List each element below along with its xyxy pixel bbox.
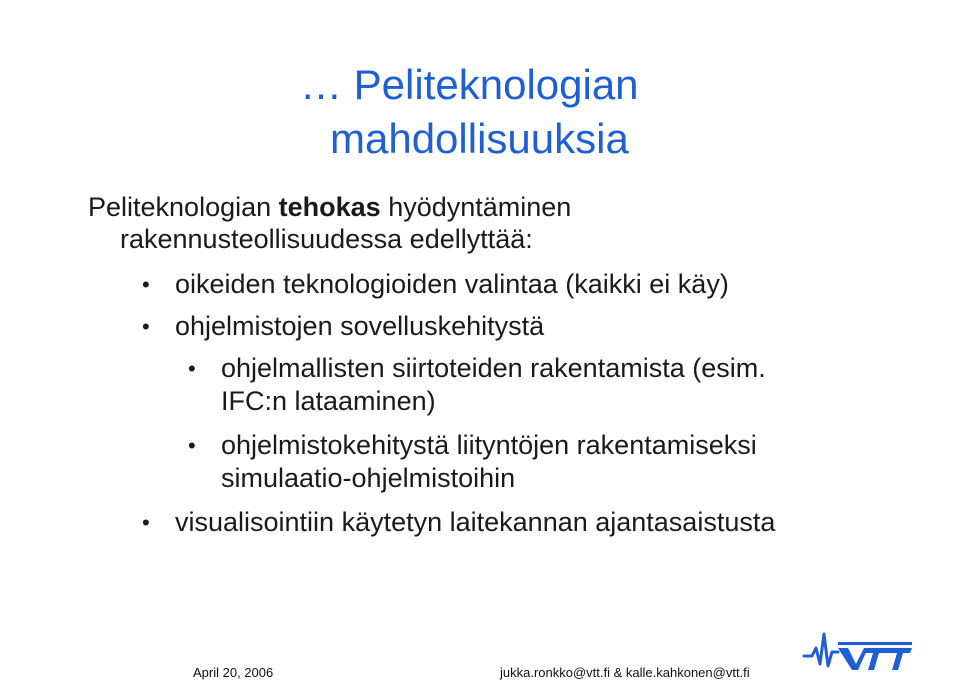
bullet-text: ohjelmistokehitystä liityntöjen rakentamiseksi <box>221 430 757 460</box>
intro-bold-word: tehokas <box>278 192 381 222</box>
bullet-dot-icon: • <box>142 272 150 297</box>
bullet-item <box>221 352 921 418</box>
intro-text <box>88 191 908 255</box>
bullet-item <box>175 310 935 343</box>
bullet-text: oikeiden teknologioiden valintaa (kaikki ei käy) <box>175 269 729 299</box>
bullet-item <box>175 268 935 301</box>
title-line-1: … Peliteknologian <box>300 61 639 108</box>
bullet-dot-icon: • <box>142 510 150 535</box>
title-line-2: mahdollisuuksia <box>330 115 629 162</box>
vtt-logo <box>802 626 914 674</box>
bullet-text-cont: IFC:n lataaminen) <box>221 386 436 416</box>
bullet-text: ohjelmallisten siirtoteiden rakentamista (esim. <box>221 353 766 383</box>
bullet-item <box>175 506 935 539</box>
bullet-dot-icon: • <box>188 356 196 381</box>
bullet-item <box>221 429 921 495</box>
slide-title <box>300 58 940 166</box>
bullet-text: ohjelmistojen sovelluskehitystä <box>175 311 545 341</box>
bullet-dot-icon: • <box>142 314 150 339</box>
intro-part-2: hyödyntäminen <box>380 192 572 222</box>
bullet-text-cont: simulaatio-ohjelmistoihin <box>221 463 516 493</box>
bullet-dot-icon: • <box>188 433 196 458</box>
footer-email: jukka.ronkko@vtt.fi & kalle.kahkonen@vtt.fi <box>500 665 750 680</box>
intro-line-2: rakennusteollisuudessa edellyttää: <box>120 224 533 254</box>
vtt-wave-logo-icon <box>804 634 838 666</box>
footer-date: April 20, 2006 <box>193 665 274 680</box>
vtt-letters <box>838 648 912 670</box>
bullet-text: visualisointiin käytetyn laitekannan ajantasaistusta <box>175 507 776 537</box>
intro-part-1: Peliteknologian <box>88 192 279 222</box>
